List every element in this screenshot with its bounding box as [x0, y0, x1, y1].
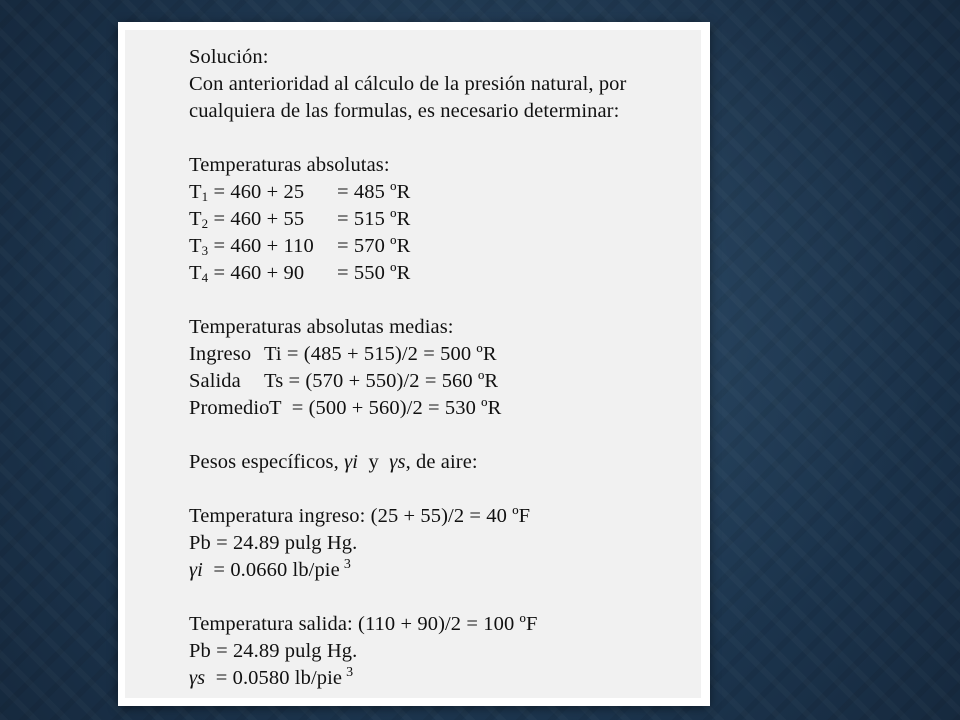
abs-temp-row-4: $T_4 = 460 + 90 = 550$ ºR [189, 262, 411, 285]
scanned-document [125, 30, 701, 698]
abs-temp-row-2: $T_2 = 460 + 55 = 515$ ºR [189, 208, 411, 231]
spacer [189, 125, 695, 152]
specific-weights-title: Pesos específicos, γi y γs, de aire: [189, 451, 478, 473]
outlet-specific-weight: γs = 0.0580 lb/pie $^3$ [189, 665, 354, 689]
outlet-pressure: Pb = 24.89 pulg Hg. [189, 640, 358, 662]
spacer [189, 422, 695, 449]
absolute-temps-title: Temperaturas absolutas: [189, 154, 390, 176]
slide-frame [118, 22, 710, 706]
inlet-temperature: Temperatura ingreso: (25 + 55)/2 = 40 ºF [189, 505, 531, 527]
mean-temp-row-ingreso: Ingreso Ti = (485 + 515)/2 = 500 ºR [189, 343, 497, 365]
mean-temp-row-promedio: PromedioT = (500 + 560)/2 = 530 ºR [189, 397, 502, 419]
intro-line-1: Con anterioridad al cálculo de la presión natural, por [189, 73, 627, 95]
intro-line-2: cualquiera de las formulas, es necesario determinar: [189, 100, 620, 122]
document-text [189, 44, 695, 692]
spacer [189, 476, 695, 503]
inlet-pressure: Pb = 24.89 pulg Hg. [189, 532, 358, 554]
abs-temp-row-3: $T_3 = 460 + 110 = 570$ ºR [189, 235, 411, 258]
outlet-temperature: Temperatura salida: (110 + 90)/2 = 100 ºF [189, 613, 538, 635]
solution-heading: Solución: [189, 46, 269, 68]
mean-temp-row-salida: Salida Ts = (570 + 550)/2 = 560 ºR [189, 370, 499, 392]
spacer [189, 584, 695, 611]
abs-temp-row-1: $T_1 = 460 + 25 = 485$ ºR [189, 181, 411, 204]
spacer [189, 287, 695, 314]
mean-temps-title: Temperaturas absolutas medias: [189, 316, 454, 338]
inlet-specific-weight: γi = 0.0660 lb/pie $^3$ [189, 557, 351, 581]
